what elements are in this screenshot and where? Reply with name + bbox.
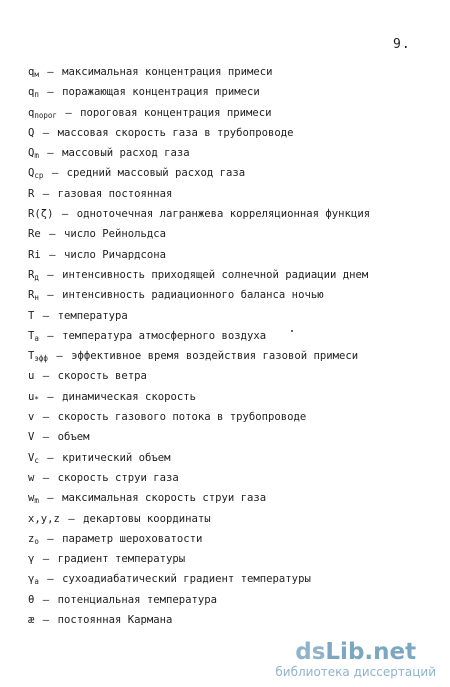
entry-symbol <box>28 387 39 407</box>
scan-speck <box>291 330 293 332</box>
page-number: 9. <box>393 37 411 52</box>
entry-symbol-base: q <box>28 86 35 99</box>
entry-symbol-base: γ <box>28 553 35 566</box>
notation-entry <box>28 204 370 224</box>
entry-symbol-subscript: эфф <box>34 354 48 364</box>
entry-description: скорость ветра <box>57 370 147 383</box>
entry-symbol-base: V <box>28 431 35 444</box>
notation-entry <box>28 529 370 549</box>
entry-symbol <box>28 62 39 82</box>
entry-symbol <box>28 346 48 366</box>
entry-separator: – <box>42 370 50 383</box>
entry-description: эффективное время воздействия газовой примеси <box>71 350 359 363</box>
entry-separator: – <box>42 553 50 566</box>
entry-separator: – <box>49 228 56 241</box>
entry-description: температура атмосферного воздуха <box>62 329 267 342</box>
entry-separator: – <box>47 451 54 464</box>
notation-entry <box>28 265 370 285</box>
entry-symbol-base: Re <box>28 228 41 241</box>
notation-entry <box>28 509 370 529</box>
notation-entry <box>28 427 370 447</box>
entry-description: скорость газового потока в трубопроводе <box>57 411 307 424</box>
entry-description: потенциальная температура <box>57 593 218 606</box>
entry-separator: – <box>42 126 50 139</box>
notation-entry <box>28 346 370 366</box>
entry-symbol-subscript: c <box>34 455 39 465</box>
entry-description: одноточечная лагранжева корреляционная функция <box>76 208 371 221</box>
watermark-brand-prefix: ds <box>295 639 326 665</box>
entry-description: постоянная Кармана <box>57 614 173 627</box>
entry-description: динамическая скорость <box>62 390 197 403</box>
entry-description: градиент температуры <box>57 553 186 566</box>
notation-entry <box>28 448 370 468</box>
entry-symbol-base: Q <box>28 126 35 139</box>
entry-symbol-base: q <box>28 106 35 119</box>
entry-separator: – <box>49 248 56 261</box>
entry-separator: – <box>42 471 50 484</box>
entry-separator: – <box>51 167 59 180</box>
watermark-caption: библиотека диссертаций <box>275 665 436 679</box>
entry-symbol <box>28 163 43 183</box>
entry-symbol <box>28 265 39 285</box>
entry-description: декартовы координаты <box>83 512 211 525</box>
entry-separator: – <box>47 329 54 342</box>
entry-symbol <box>28 184 34 204</box>
entry-symbol-subscript: o <box>34 536 39 546</box>
entry-symbol <box>28 285 39 305</box>
notation-entry <box>28 387 370 407</box>
entry-separator: – <box>47 86 54 99</box>
entry-symbol <box>28 245 41 265</box>
entry-symbol <box>28 549 34 569</box>
entry-symbol-base: u <box>28 370 35 383</box>
entry-separator: – <box>42 411 50 424</box>
notation-entry <box>28 62 370 82</box>
entry-symbol <box>28 82 39 102</box>
entry-symbol <box>28 103 57 123</box>
notation-entry <box>28 468 370 488</box>
watermark-logo[interactable] <box>275 639 436 679</box>
entry-separator: – <box>61 208 69 221</box>
entry-symbol-base: v <box>28 411 35 424</box>
entry-symbol-base: Ri <box>28 248 41 261</box>
entry-separator: – <box>47 66 54 78</box>
notation-entry <box>28 224 370 244</box>
entry-symbol-base: w <box>28 492 35 505</box>
entry-separator: – <box>65 106 72 119</box>
entry-separator: – <box>56 350 63 363</box>
entry-symbol-subscript: m <box>34 151 39 161</box>
entry-separator: – <box>47 147 54 160</box>
notation-entry <box>28 285 370 305</box>
notation-entry <box>28 82 370 102</box>
entry-symbol-subscript: н <box>34 293 39 303</box>
entry-separator: – <box>42 431 50 444</box>
entry-description: максимальная скорость струи газа <box>62 492 267 505</box>
entry-description: поражающая концентрация примеси <box>62 86 260 99</box>
entry-symbol-base: V <box>28 451 35 464</box>
notation-entry <box>28 123 370 143</box>
entry-symbol-subscript: д <box>34 272 39 282</box>
entry-description: газовая постоянная <box>57 187 173 200</box>
entry-symbol <box>28 488 39 508</box>
entry-separator: – <box>47 573 54 586</box>
entry-symbol <box>28 509 60 529</box>
entry-symbol-subscript: п <box>34 90 39 100</box>
entry-symbol-base: æ <box>28 614 35 627</box>
entry-description: интенсивность радиационного баланса ночью <box>62 289 324 302</box>
entry-symbol-base: T <box>28 350 35 363</box>
entry-symbol <box>28 306 34 326</box>
entry-symbol <box>28 590 34 610</box>
entry-description: параметр шероховатости <box>62 532 203 545</box>
entry-symbol <box>28 407 34 427</box>
notation-entry <box>28 549 370 569</box>
watermark-brand <box>275 639 436 665</box>
entry-description: объем <box>57 431 90 444</box>
entry-separator: – <box>42 187 50 200</box>
notation-entry <box>28 326 370 346</box>
entry-symbol-subscript: * <box>34 394 39 404</box>
entry-symbol <box>28 224 41 244</box>
entry-symbol-base: R <box>28 268 35 281</box>
entry-separator: – <box>47 532 54 545</box>
entry-description: критический объем <box>62 451 171 464</box>
entry-symbol-subscript: m <box>34 496 39 506</box>
entry-description: массовая скорость газа в трубопроводе <box>57 126 294 139</box>
entry-description: число Рейнольдса <box>63 228 166 241</box>
entry-symbol-base: θ <box>28 593 35 606</box>
entry-separator: – <box>47 492 54 505</box>
entry-symbol-base: Q <box>28 167 35 180</box>
entry-symbol-base: T <box>28 329 35 342</box>
entry-symbol <box>28 366 34 386</box>
entry-symbol <box>28 326 39 346</box>
notation-entry <box>28 184 370 204</box>
entry-description: сухоадиабатический градиент температуры <box>62 573 311 586</box>
entry-symbol-subscript: a <box>34 333 39 343</box>
entry-symbol-subscript: порог <box>34 110 57 120</box>
entry-symbol-base: T <box>28 309 35 322</box>
entry-symbol <box>28 123 34 143</box>
notation-entry <box>28 366 370 386</box>
notation-entry <box>28 610 370 630</box>
entry-symbol-subscript: м <box>34 70 39 79</box>
entry-separator: – <box>47 289 54 302</box>
entry-description: число Ричардсона <box>63 248 166 261</box>
entry-symbol-base: R(ζ) <box>28 208 54 221</box>
entry-symbol <box>28 569 39 589</box>
entry-symbol-base: R <box>28 187 35 200</box>
notation-entry <box>28 488 370 508</box>
notation-entry <box>28 407 370 427</box>
entry-description: средний массовый расход газа <box>66 167 246 180</box>
notation-entry <box>28 163 370 183</box>
entry-symbol-subscript: a <box>34 577 39 587</box>
entry-separator: – <box>47 390 54 403</box>
entry-symbol-base: z <box>28 532 35 545</box>
entry-symbol <box>28 143 39 163</box>
watermark-brand-suffix: Lib.net <box>325 639 417 665</box>
entry-symbol-base: Q <box>28 147 35 160</box>
entry-symbol-base: u <box>28 390 35 403</box>
notation-entry <box>28 306 370 326</box>
entry-description: пороговая концентрация примеси <box>80 106 272 119</box>
entry-symbol <box>28 448 39 468</box>
entry-separator: – <box>42 309 50 322</box>
notation-list <box>28 62 370 630</box>
entry-symbol-base: w <box>28 471 35 484</box>
entry-description: максимальная концентрация примеси <box>62 66 273 78</box>
entry-description: скорость струи газа <box>57 471 179 484</box>
entry-symbol-subscript: ср <box>34 171 44 181</box>
notation-entry <box>28 143 370 163</box>
entry-symbol-base: x,y,z <box>28 512 60 525</box>
notation-entry <box>28 103 370 123</box>
notation-entry <box>28 569 370 589</box>
entry-symbol-base: γ <box>28 573 35 586</box>
entry-separator: – <box>42 614 50 627</box>
entry-description: температура <box>57 309 128 322</box>
entry-description: интенсивность приходящей солнечной радиации днем <box>62 268 369 281</box>
entry-symbol <box>28 610 34 630</box>
entry-symbol-base: q <box>28 66 35 78</box>
entry-separator: – <box>68 512 75 525</box>
entry-separator: – <box>42 593 50 606</box>
notation-entry <box>28 590 370 610</box>
entry-description: массовый расход газа <box>62 147 190 160</box>
entry-symbol <box>28 468 34 488</box>
entry-symbol <box>28 427 34 447</box>
notation-entry <box>28 245 370 265</box>
entry-separator: – <box>47 268 54 281</box>
entry-symbol <box>28 204 54 224</box>
entry-symbol <box>28 529 39 549</box>
entry-symbol-base: R <box>28 289 35 302</box>
